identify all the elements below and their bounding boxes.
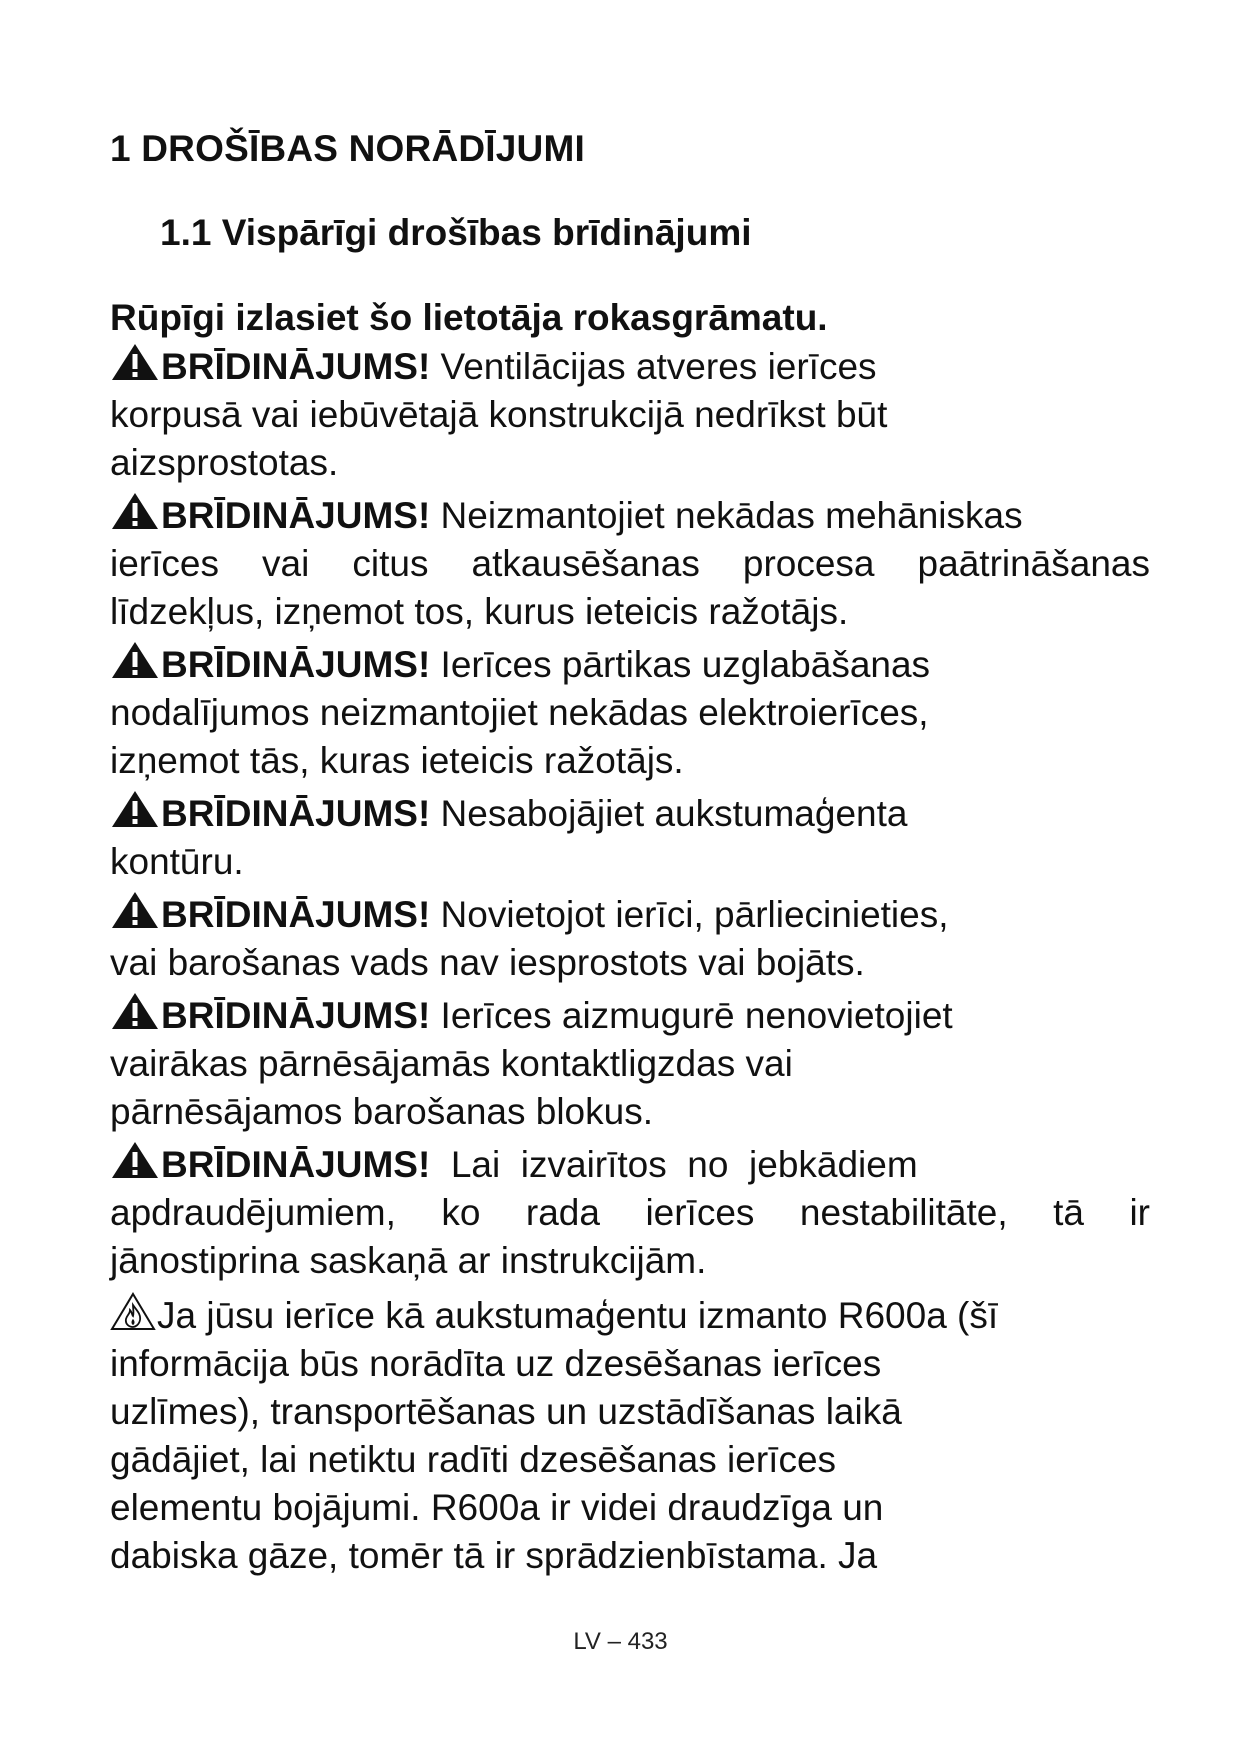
warning-electrical-appliances: BRĪDINĀJUMS! Ierīces pārtikas uzglabāšanas nodalījumos neizmantojiet nekādas elektroierīces, izņemot tās, kuras ieteicis ražotājs.: [110, 640, 1150, 785]
section-heading: 1 DROŠĪBAS NORĀDĪJUMI: [110, 128, 585, 169]
warning-triangle-icon: [110, 991, 160, 1031]
warning-triangle-icon: [110, 342, 160, 382]
warning-portable-sockets: BRĪDINĀJUMS! Ierīces aizmugurē nenovietojiet vairākas pārnēsājamās kontaktligzdas vai pārnēsājamos barošanas blokus.: [110, 991, 1150, 1136]
page-number: LV – 433: [573, 1628, 668, 1655]
warning-triangle-icon: [110, 890, 160, 930]
flammable-warning-icon: [110, 1291, 156, 1331]
warning-label: BRĪDINĀJUMS!: [161, 995, 431, 1036]
warning-label: BRĪDINĀJUMS!: [161, 644, 431, 685]
warning-defrost-devices: BRĪDINĀJUMS! Neizmantojiet nekādas mehāniskas ierīces vai citus atkausēšanas procesa paātrināšanas līdzekļus, izņemot tos, kurus ieteicis ražotājs.: [110, 491, 1150, 636]
warning-power-cord: BRĪDINĀJUMS! Novietojot ierīci, pārliecinieties, vai barošanas vads nav iesprostots vai bojāts.: [110, 890, 1150, 987]
warning-label: BRĪDINĀJUMS!: [161, 495, 431, 536]
warning-label: BRĪDINĀJUMS!: [161, 894, 431, 935]
warning-triangle-icon: [110, 640, 160, 680]
warning-label: BRĪDINĀJUMS!: [161, 793, 431, 834]
safety-text-body: [110, 294, 1150, 1584]
warning-triangle-icon: [110, 1140, 160, 1180]
subsection-heading: 1.1 Vispārīgi drošības brīdinājumi: [160, 212, 752, 253]
warning-instability: BRĪDINĀJUMS! Lai izvairītos no jebkādiem apdraudējumiem, ko rada ierīces nestabilitāte, tā ir jānostiprina saskaņā ar instrukcijām.: [110, 1140, 1150, 1285]
warning-refrigerant-circuit: BRĪDINĀJUMS! Nesabojājiet aukstumaģenta kontūru.: [110, 789, 1150, 886]
warning-label: BRĪDINĀJUMS!: [161, 1144, 431, 1185]
intro-instruction: Rūpīgi izlasiet šo lietotāja rokasgrāmatu.: [110, 297, 828, 338]
warning-triangle-icon: [110, 789, 160, 829]
warning-triangle-icon: [110, 491, 160, 531]
flammable-refrigerant-notice: Ja jūsu ierīce kā aukstumaģentu izmanto R600a (šī informācija būs norādīta uz dzesēšanas ierīces uzlīmes), transportēšanas un uzstādīšanas laikā gādājiet, lai netiktu radīti dzesēšanas ierīces elementu bojājumi. R600a ir videi draudzīga un dabiska gāze, tomēr tā ir sprādzienbīstama. Ja: [110, 1291, 1150, 1580]
warning-label: BRĪDINĀJUMS!: [161, 346, 431, 387]
warning-ventilation: BRĪDINĀJUMS! Ventilācijas atveres ierīces korpusā vai iebūvētajā konstrukcijā nedrīkst būt aizsprostotas.: [110, 342, 1150, 487]
